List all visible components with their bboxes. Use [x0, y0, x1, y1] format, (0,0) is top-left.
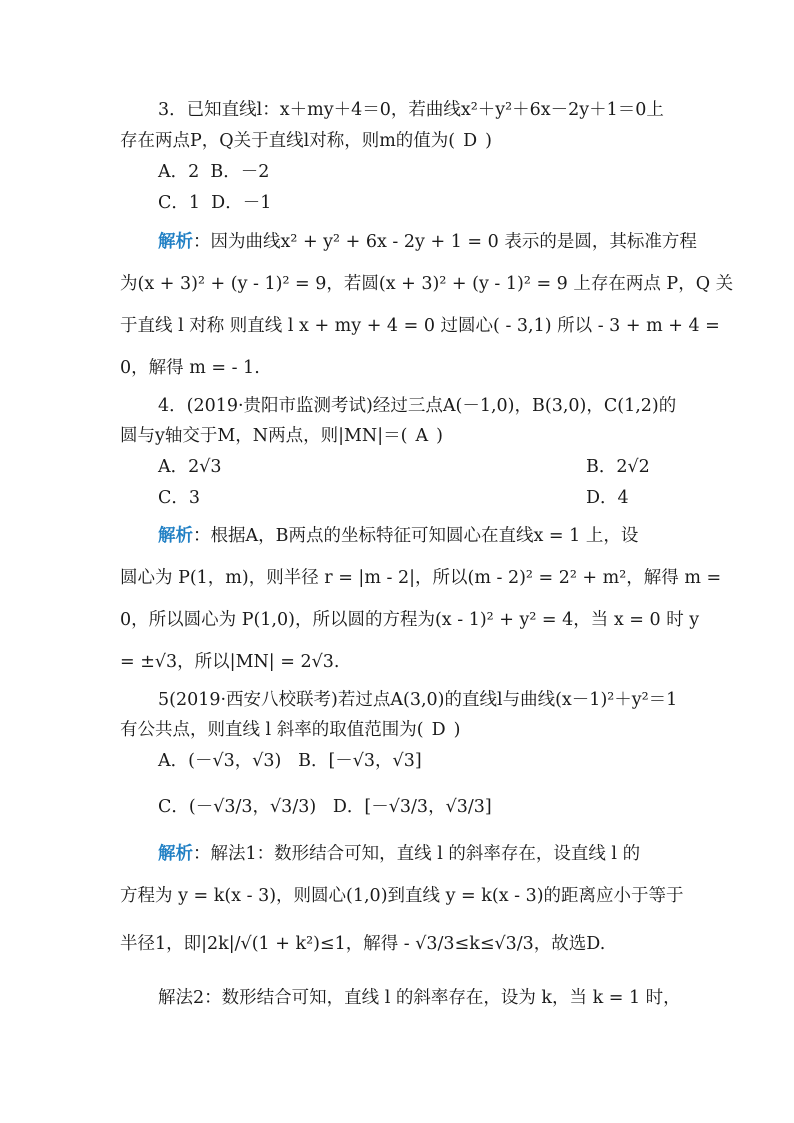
- q3-solution-line2: 为(x + 3)² + (y ‑ 1)² = 9，若圆(x + 3)² + (y ‑ 1)² = 9 上存在两点 P，Q 关: [120, 274, 734, 294]
- q5-stem-line2: 有公共点，则直线 l 斜率的取值范围为( D ): [120, 720, 461, 740]
- q3-option-c: C．1: [158, 193, 201, 213]
- q4-solution-line3: 0，所以圆心为 P(1,0)，所以圆的方程为(x ‑ 1)² + y² = 4，当 x = 0 时 y: [120, 610, 700, 630]
- q4-stem-line2: 圆与y轴交于M，N两点，则|MN|＝( A ): [120, 426, 443, 446]
- q4-answer: A: [415, 426, 429, 446]
- q3-solution-line3: 于直线 l 对称 则直线 l x + my + 4 = 0 过圆心( ‑ 3,1) 所以 ‑ 3 + m + 4 =: [120, 316, 720, 336]
- q4-stem-line1: 4．(2019·贵阳市监测考试)经过三点A(－1,0)，B(3,0)，C(1,2)的: [158, 396, 677, 416]
- q5-options-ab: [158, 749, 422, 773]
- q3-answer: D: [463, 131, 478, 151]
- q3-solution-line1: 解析：因为曲线x² + y² + 6x ‑ 2y + 1 = 0 表示的是圆，其标准方程: [158, 232, 697, 252]
- q5-solution-line1: 解析：解法1：数形结合可知，直线 l 的斜率存在，设直线 l 的: [158, 844, 641, 864]
- q5-option-c: C．(－√3/3，√3/3): [158, 797, 317, 817]
- q5-stem-line1: 5(2019·西安八校联考)若过点A(3,0)的直线l与曲线(x－1)²＋y²＝1: [158, 690, 678, 710]
- q5-answer: D: [431, 720, 446, 740]
- q3-options-cd: [158, 191, 271, 215]
- q3-stem-line2: 存在两点P，Q关于直线l对称，则m的值为( D ): [120, 131, 492, 151]
- q4-options-cd: [158, 486, 629, 510]
- q4-options-ab: [158, 455, 650, 479]
- q5-option-d: D．[－√3/3，√3/3]: [332, 797, 492, 817]
- q4-solution-line2: 圆心为 P(1，m)，则半径 r = |m ‑ 2|，所以(m ‑ 2)² = 2² + m²，解得 m =: [120, 568, 722, 588]
- q5-solution-line2: 方程为 y = k(x ‑ 3)，则圆心(1,0)到直线 y = k(x ‑ 3)的距离应小于等于: [120, 886, 684, 906]
- q4-option-c: C．3: [158, 488, 201, 508]
- q4-solution-line1: 解析：根据A，B两点的坐标特征可知圆心在直线x = 1 上，设: [158, 526, 639, 546]
- q5-options-cd: [158, 795, 492, 819]
- q3-stem-line1: 3．已知直线l：x＋my＋4＝0，若曲线x²＋y²＋6x－2y＋1＝0上: [158, 100, 664, 120]
- q5-option-a: A．(－√3，√3): [158, 751, 282, 771]
- q4-option-a: A．2√3: [158, 457, 222, 477]
- q3-option-a: A．2: [158, 162, 200, 182]
- q5-solution-line4: 解法2：数形结合可知，直线 l 的斜率存在，设为 k，当 k = 1 时，: [158, 988, 681, 1008]
- q5-solution-label: 解析: [158, 844, 193, 864]
- q4-option-d: D．4: [586, 488, 629, 508]
- q3-option-d: D．－1: [211, 193, 272, 213]
- q4-solution-label: 解析: [158, 526, 193, 546]
- q3-options-ab: [158, 160, 269, 184]
- q4-option-b: B．2√2: [586, 457, 650, 477]
- q3-solution-label: 解析: [158, 232, 193, 252]
- q5-option-b: B．[－√3，√3]: [298, 751, 422, 771]
- q3-option-b: B．－2: [210, 162, 270, 182]
- q3-solution-line4: 0，解得 m = ‑ 1.: [120, 358, 260, 378]
- q4-solution-line4: = ±√3，所以|MN| = 2√3.: [120, 652, 340, 672]
- q5-solution-line3: 半径1，即|2k|/√(1 + k²)≤1，解得 ‑ √3/3≤k≤√3/3，故选D.: [120, 934, 606, 954]
